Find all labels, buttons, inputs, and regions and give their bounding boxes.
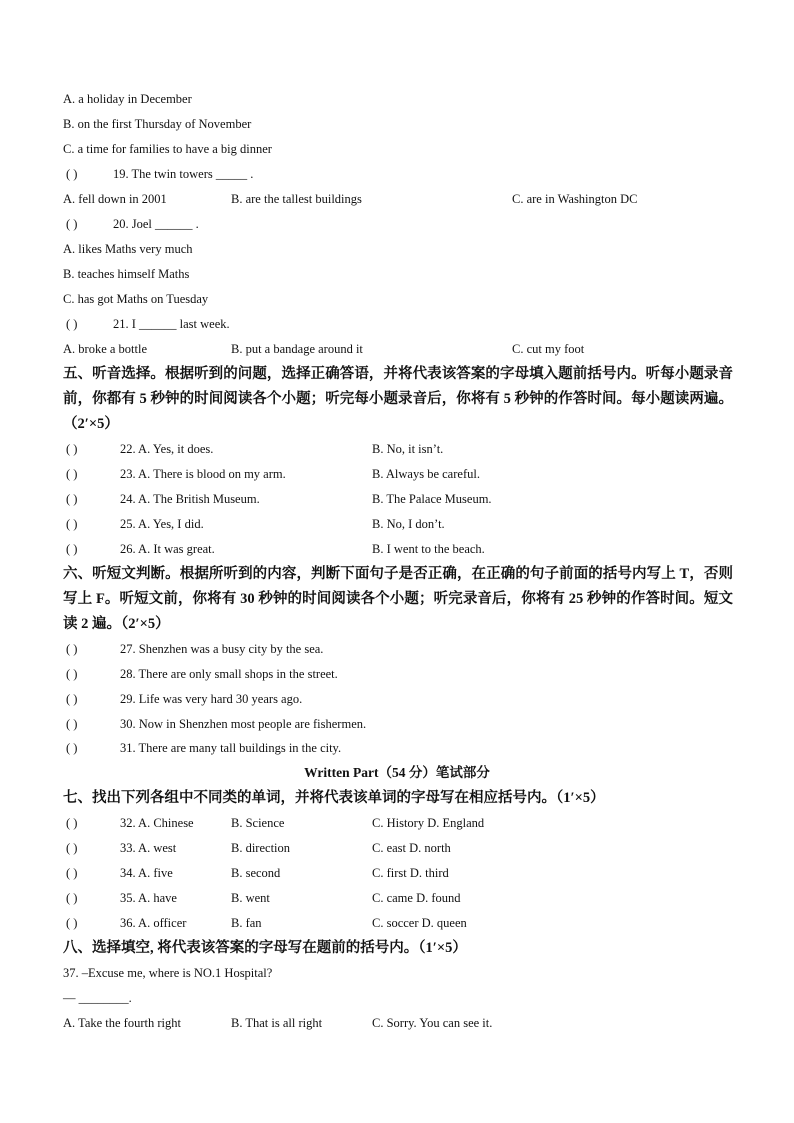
q24-option-a: 24. A. The British Museum. bbox=[120, 492, 260, 506]
q36-option-a: 36. A. officer bbox=[120, 916, 187, 930]
q23-option-a: 23. A. There is blood on my arm. bbox=[120, 467, 286, 481]
q19-answer-paren: ( ) bbox=[66, 167, 78, 181]
q18-option-a: A. a holiday in December bbox=[63, 92, 192, 106]
q37-option-b: B. That is all right bbox=[231, 1016, 323, 1030]
q29-answer-paren: ( ) bbox=[66, 692, 78, 706]
q30-statement: 30. Now in Shenzhen most people are fishermen. bbox=[120, 717, 367, 731]
q21-stem: 21. I ______ last week. bbox=[113, 317, 230, 331]
q19-option-b: B. are the tallest buildings bbox=[231, 192, 362, 206]
q22-option-a: 22. A. Yes, it does. bbox=[120, 442, 214, 456]
q28-statement: 28. There are only small shops in the street. bbox=[120, 667, 338, 681]
q34-option-b: B. second bbox=[231, 866, 281, 880]
q33-answer-paren: ( ) bbox=[66, 841, 78, 855]
q32-option-cd: C. History D. England bbox=[372, 816, 485, 830]
q19-stem: 19. The twin towers _____ . bbox=[113, 167, 254, 181]
q18-option-c: C. a time for families to have a big dinner bbox=[63, 142, 272, 156]
written-part-title: Written Part（54 分）笔试部分 bbox=[304, 765, 490, 780]
q32-option-a: 32. A. Chinese bbox=[120, 816, 194, 830]
q28-answer-paren: ( ) bbox=[66, 667, 78, 681]
q20-option-a: A. likes Maths very much bbox=[63, 242, 193, 256]
q36-option-b: B. fan bbox=[231, 916, 262, 930]
q29-statement: 29. Life was very hard 30 years ago. bbox=[120, 692, 303, 706]
q33-option-b: B. direction bbox=[231, 841, 291, 855]
section8-heading: 八、选择填空, 将代表该答案的字母写在题前的括号内。（1′×5） bbox=[63, 940, 467, 956]
q25-option-a: 25. A. Yes, I did. bbox=[120, 517, 204, 531]
q25-answer-paren: ( ) bbox=[66, 517, 78, 531]
q22-answer-paren: ( ) bbox=[66, 442, 78, 456]
q26-answer-paren: ( ) bbox=[66, 542, 78, 556]
q30-answer-paren: ( ) bbox=[66, 717, 78, 731]
q21-option-c: C. cut my foot bbox=[512, 342, 585, 356]
section7-heading: 七、找出下列各组中不同类的单词，并将代表该单词的字母写在相应括号内。（1′×5） bbox=[63, 790, 605, 806]
q37-stem: 37. –Excuse me, where is NO.1 Hospital? bbox=[63, 966, 273, 980]
q19-option-c: C. are in Washington DC bbox=[512, 192, 638, 206]
q24-answer-paren: ( ) bbox=[66, 492, 78, 506]
q21-option-b: B. put a bandage around it bbox=[231, 342, 363, 356]
q19-option-a: A. fell down in 2001 bbox=[63, 192, 167, 206]
q25-option-b: B. No, I don’t. bbox=[372, 517, 445, 531]
q35-option-b: B. went bbox=[231, 891, 270, 905]
q24-option-b: B. The Palace Museum. bbox=[372, 492, 492, 506]
q27-statement: 27. Shenzhen was a busy city by the sea. bbox=[120, 642, 324, 656]
q37-reply-blank: — ________. bbox=[63, 991, 132, 1005]
q22-option-b: B. No, it isn’t. bbox=[372, 442, 444, 456]
q31-statement: 31. There are many tall buildings in the city. bbox=[120, 741, 342, 755]
q35-option-cd: C. came D. found bbox=[372, 891, 461, 905]
q31-answer-paren: ( ) bbox=[66, 741, 78, 755]
section5-heading: 五、听音选择。根据听到的问题，选择正确答语，并将代表该答案的字母填入题前括号内。听每小题录音前，你都有 5 秒钟的时间阅读各个小题；听完每小题录音后，你将有 5 秒钟的作答时间。每小题读两遍。（2′×5） bbox=[63, 366, 733, 432]
q36-answer-paren: ( ) bbox=[66, 916, 78, 930]
q32-answer-paren: ( ) bbox=[66, 816, 78, 830]
q23-option-b: B. Always be careful. bbox=[372, 467, 480, 481]
q20-option-c: C. has got Maths on Tuesday bbox=[63, 292, 209, 306]
q20-answer-paren: ( ) bbox=[66, 217, 78, 231]
q35-option-a: 35. A. have bbox=[120, 891, 177, 905]
q34-option-a: 34. A. five bbox=[120, 866, 173, 880]
q20-stem: 20. Joel ______ . bbox=[113, 217, 199, 231]
q21-answer-paren: ( ) bbox=[66, 317, 78, 331]
q34-answer-paren: ( ) bbox=[66, 866, 78, 880]
q34-option-cd: C. first D. third bbox=[372, 866, 449, 880]
q36-option-cd: C. soccer D. queen bbox=[372, 916, 467, 930]
section6-heading: 六、听短文判断。根据所听到的内容，判断下面句子是否正确，在正确的句子前面的括号内写上 T，否则写上 F。听短文前，你将有 30 秒钟的时间阅读各个小题；听完录音后，你将有 25 秒钟的作答时间。短文读 2 遍。（2′×5） bbox=[63, 566, 733, 632]
q33-option-cd: C. east D. north bbox=[372, 841, 451, 855]
q32-option-b: B. Science bbox=[231, 816, 285, 830]
q26-option-b: B. I went to the beach. bbox=[372, 542, 485, 556]
q35-answer-paren: ( ) bbox=[66, 891, 78, 905]
q26-option-a: 26. A. It was great. bbox=[120, 542, 215, 556]
q20-option-b: B. teaches himself Maths bbox=[63, 267, 190, 281]
q27-answer-paren: ( ) bbox=[66, 642, 78, 656]
q37-option-c: C. Sorry. You can see it. bbox=[372, 1016, 493, 1030]
q18-option-b: B. on the first Thursday of November bbox=[63, 117, 252, 131]
q21-option-a: A. broke a bottle bbox=[63, 342, 148, 356]
q37-option-a: A. Take the fourth right bbox=[63, 1016, 181, 1030]
q33-option-a: 33. A. west bbox=[120, 841, 177, 855]
q23-answer-paren: ( ) bbox=[66, 467, 78, 481]
